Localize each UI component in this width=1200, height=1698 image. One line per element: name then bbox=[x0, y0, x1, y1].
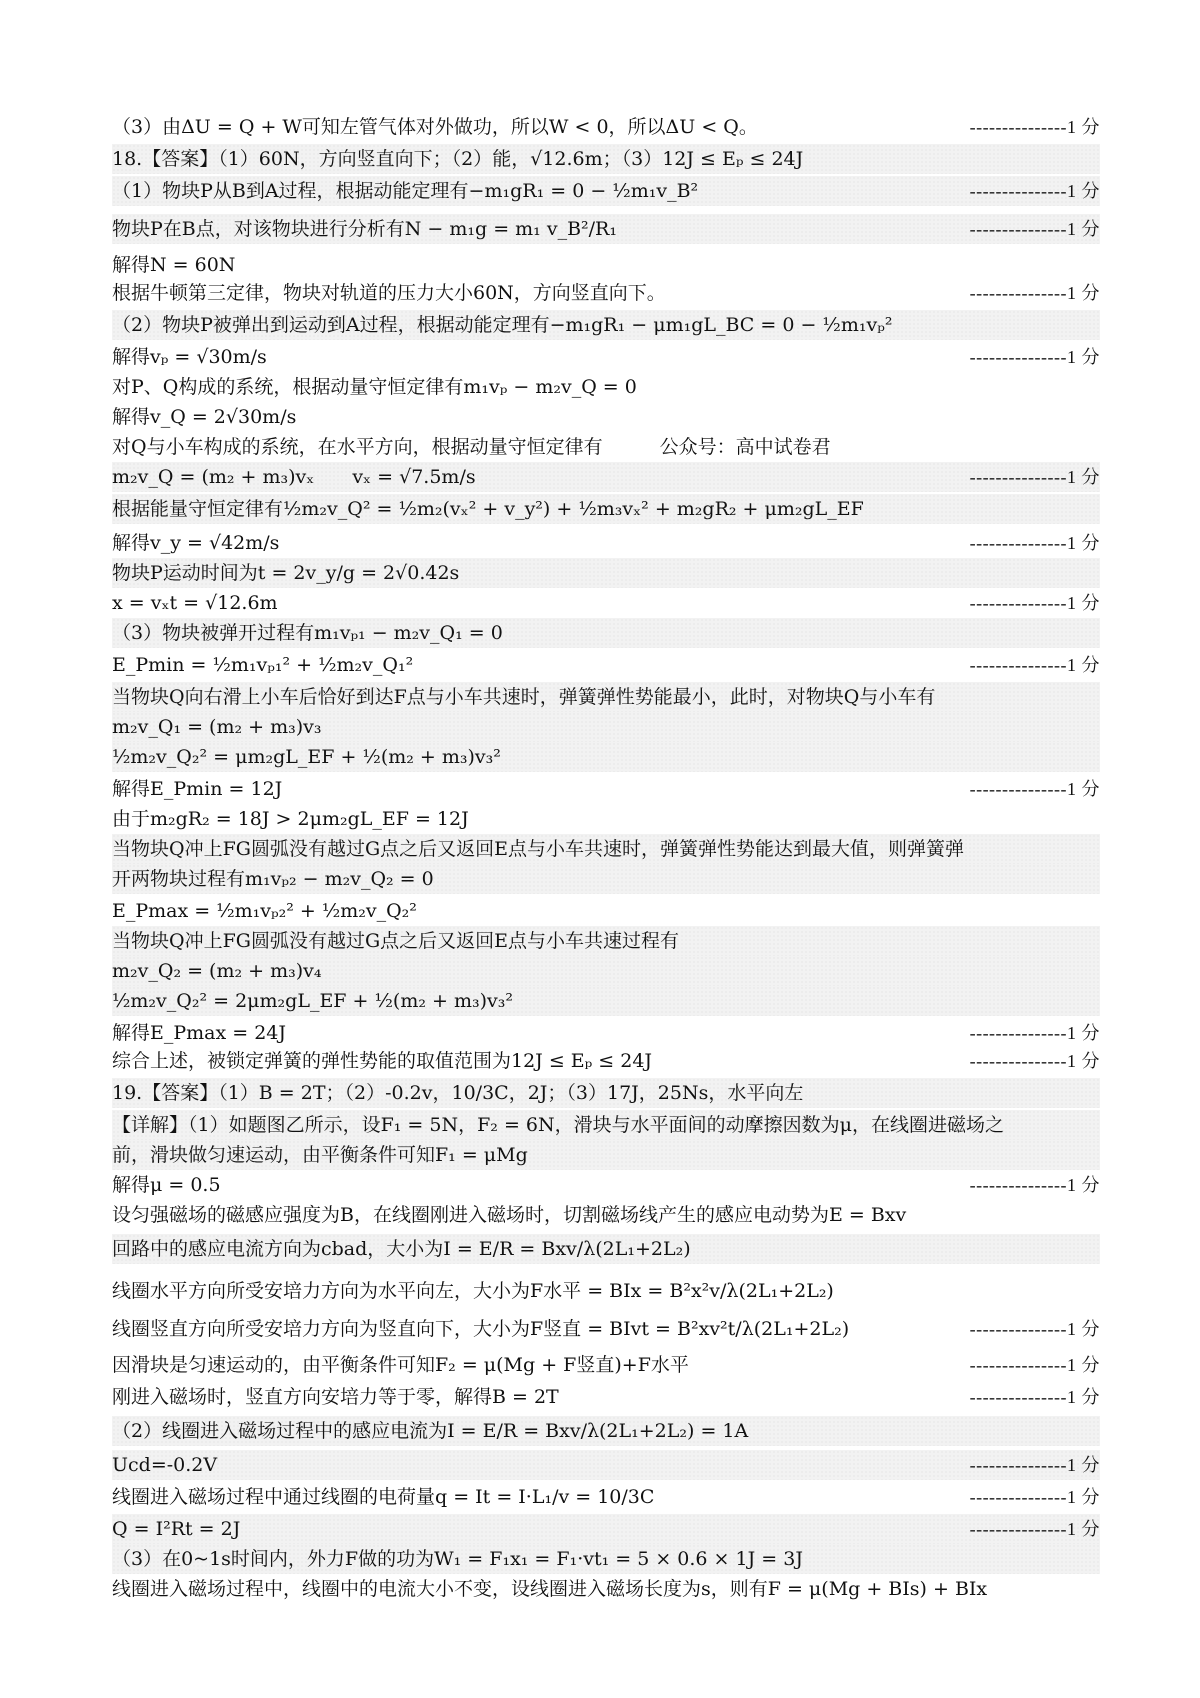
text-line bbox=[112, 804, 1100, 834]
line-text: 根据牛顿第三定律，物块对轨道的压力大小60N，方向竖直向下。 bbox=[112, 282, 666, 304]
line-text: 当物块Q向右滑上小车后恰好到达F点与小车共速时，弹簧弹性势能最小，此时，对物块Q与小车有 bbox=[112, 686, 936, 708]
line-text: m₂v_Q = (m₂ + m₃)vₓ vₓ = √7.5m/s bbox=[112, 466, 476, 488]
line-text: E_Pmin = ½m₁vₚ₁² + ½m₂v_Q₁² bbox=[112, 654, 414, 676]
text-line bbox=[112, 618, 1100, 648]
line-text: 刚进入磁场时，竖直方向安培力等于零，解得B = 2T bbox=[112, 1386, 559, 1408]
line-text: 当物块Q冲上FG圆弧没有越过G点之后又返回E点与小车共速过程有 bbox=[112, 930, 679, 952]
text-line bbox=[112, 1200, 1100, 1230]
line-text: 根据能量守恒定律有½m₂v_Q² = ½m₂(vₓ² + v_y²) + ½m₃vₓ² + m₂gR₂ + μm₂gL_EF bbox=[112, 498, 864, 520]
text-line bbox=[112, 1514, 1100, 1544]
score-mark: ---------------1 分 bbox=[969, 1355, 1100, 1375]
score-mark: ---------------1 分 bbox=[969, 779, 1100, 799]
score-mark: ---------------1 分 bbox=[969, 467, 1100, 487]
line-text: 开两物块过程有m₁vₚ₂ − m₂v_Q₂ = 0 bbox=[112, 868, 434, 890]
line-text: （3）在0~1s时间内，外力F做的功为W₁ = F₁x₁ = F₁·vt₁ = 5 × 0.6 × 1J = 3J bbox=[112, 1548, 803, 1570]
text-line bbox=[112, 588, 1100, 618]
text-line bbox=[112, 1482, 1100, 1512]
line-text: Ucd=-0.2V bbox=[112, 1454, 218, 1476]
line-text: 前，滑块做匀速运动，由平衡条件可知F₁ = μMg bbox=[112, 1144, 528, 1166]
score-mark: ---------------1 分 bbox=[969, 1455, 1100, 1475]
text-line bbox=[112, 432, 1100, 462]
text-line bbox=[112, 528, 1100, 558]
line-text: 19.【答案】（1）B = 2T；（2）-0.2v，10/3C，2J；（3）17J，25Ns，水平向左 bbox=[112, 1082, 804, 1104]
text-line bbox=[112, 1544, 1100, 1574]
text-line bbox=[112, 682, 1100, 712]
line-text: 回路中的感应电流方向为cbad，大小为I = E/R = Bxv/λ(2L₁+2L₂) bbox=[112, 1238, 691, 1260]
score-mark: ---------------1 分 bbox=[969, 1023, 1100, 1043]
line-text: E_Pmax = ½m₁vₚ₂² + ½m₂v_Q₂² bbox=[112, 900, 417, 922]
line-text: 解得v_Q = 2√30m/s bbox=[112, 406, 297, 428]
text-line bbox=[112, 1416, 1100, 1446]
line-text: 由于m₂gR₂ = 18J > 2μm₂gL_EF = 12J bbox=[112, 808, 469, 830]
text-line bbox=[112, 558, 1100, 588]
text-line bbox=[112, 1018, 1100, 1048]
line-text: 因滑块是匀速运动的，由平衡条件可知F₂ = μ(Mg + F竖直)+F水平 bbox=[112, 1354, 689, 1376]
line-text: （2）物块P被弹出到运动到A过程，根据动能定理有−m₁gR₁ − μm₁gL_BC = 0 − ½m₁vₚ² bbox=[112, 314, 893, 336]
score-mark: ---------------1 分 bbox=[969, 181, 1100, 201]
line-text: （2）线圈进入磁场过程中的感应电流为I = E/R = Bxv/λ(2L₁+2L₂) = 1A bbox=[112, 1420, 749, 1442]
text-line bbox=[112, 372, 1100, 402]
line-text: 线圈进入磁场过程中，线圈中的电流大小不变，设线圈进入磁场长度为s，则有F = μ(Mg + BIs) + BIx bbox=[112, 1578, 988, 1600]
text-line bbox=[112, 1350, 1100, 1380]
line-text: m₂v_Q₂ = (m₂ + m₃)v₄ bbox=[112, 960, 322, 982]
text-line bbox=[112, 1276, 1100, 1306]
score-mark: ---------------1 分 bbox=[969, 1175, 1100, 1195]
score-mark: ---------------1 分 bbox=[969, 593, 1100, 613]
line-text: 18.【答案】（1）60N，方向竖直向下；（2）能，√12.6m；（3）12J ≤ Eₚ ≤ 24J bbox=[112, 148, 804, 170]
text-line bbox=[112, 1382, 1100, 1412]
line-text: 当物块Q冲上FG圆弧没有越过G点之后又返回E点与小车共速时，弹簧弹性势能达到最大值，则弹簧弹 bbox=[112, 838, 964, 860]
text-line bbox=[112, 926, 1100, 956]
text-line bbox=[112, 956, 1100, 986]
text-line bbox=[112, 1450, 1100, 1480]
line-text: （3）由ΔU = Q + W可知左管气体对外做功，所以W < 0，所以ΔU < Q。 bbox=[112, 116, 758, 138]
text-line bbox=[112, 1046, 1100, 1076]
line-text: 物块P运动时间为t = 2v_y/g = 2√0.42s bbox=[112, 562, 460, 584]
line-text: 线圈进入磁场过程中通过线圈的电荷量q = It = I·L₁/v = 10/3C bbox=[112, 1486, 655, 1508]
text-line bbox=[112, 864, 1100, 894]
text-line bbox=[112, 214, 1100, 244]
text-line bbox=[112, 1078, 1100, 1108]
line-text: 解得μ = 0.5 bbox=[112, 1174, 221, 1196]
line-text: （3）物块被弹开过程有m₁vₚ₁ − m₂v_Q₁ = 0 bbox=[112, 622, 503, 644]
score-mark: ---------------1 分 bbox=[969, 1519, 1100, 1539]
line-text: 【详解】（1）如题图乙所示，设F₁ = 5N，F₂ = 6N，滑块与水平面间的动摩擦因数为μ，在线圈进磁场之 bbox=[112, 1114, 1004, 1136]
text-line bbox=[112, 310, 1100, 340]
line-text: 综合上述，被锁定弹簧的弹性势能的取值范围为12J ≤ Eₚ ≤ 24J bbox=[112, 1050, 653, 1072]
line-text: 解得vₚ = √30m/s bbox=[112, 346, 267, 368]
text-line bbox=[112, 176, 1100, 206]
line-text: 解得E_Pmax = 24J bbox=[112, 1022, 287, 1044]
text-line bbox=[112, 986, 1100, 1016]
line-text: （1）物块P从B到A过程，根据动能定理有−m₁gR₁ = 0 − ½m₁v_B² bbox=[112, 180, 699, 202]
line-text: ½m₂v_Q₂² = 2μm₂gL_EF + ½(m₂ + m₃)v₃² bbox=[112, 990, 513, 1012]
line-text: 线圈水平方向所受安培力方向为水平向左，大小为F水平 = BIx = B²x²v/λ(2L₁+2L₂) bbox=[112, 1280, 834, 1302]
text-line bbox=[112, 462, 1100, 492]
score-mark: ---------------1 分 bbox=[969, 533, 1100, 553]
text-line bbox=[112, 1110, 1100, 1140]
text-line bbox=[112, 834, 1100, 864]
text-line bbox=[112, 712, 1100, 742]
score-mark: ---------------1 分 bbox=[969, 219, 1100, 239]
line-text: ½m₂v_Q₂² = μm₂gL_EF + ½(m₂ + m₃)v₃² bbox=[112, 746, 501, 768]
score-mark: ---------------1 分 bbox=[969, 347, 1100, 367]
text-line bbox=[112, 250, 1100, 280]
score-mark: ---------------1 分 bbox=[969, 117, 1100, 137]
score-mark: ---------------1 分 bbox=[969, 655, 1100, 675]
line-text: 解得v_y = √42m/s bbox=[112, 532, 280, 554]
score-mark: ---------------1 分 bbox=[969, 1387, 1100, 1407]
text-line bbox=[112, 402, 1100, 432]
text-line bbox=[112, 144, 1100, 174]
text-line bbox=[112, 650, 1100, 680]
text-line bbox=[112, 896, 1100, 926]
text-line bbox=[112, 1140, 1100, 1170]
line-text: 物块P在B点，对该物块进行分析有N − m₁g = m₁ v_B²/R₁ bbox=[112, 218, 617, 240]
text-line bbox=[112, 742, 1100, 772]
line-text: 设匀强磁场的磁感应强度为B，在线圈刚进入磁场时，切割磁场线产生的感应电动势为E = Bxv bbox=[112, 1204, 907, 1226]
line-text: 解得E_Pmin = 12J bbox=[112, 778, 283, 800]
score-mark: ---------------1 分 bbox=[969, 283, 1100, 303]
score-mark: ---------------1 分 bbox=[969, 1051, 1100, 1071]
line-text: 线圈竖直方向所受安培力方向为竖直向下，大小为F竖直 = BIvt = B²xv²t/λ(2L₁+2L₂) bbox=[112, 1318, 850, 1340]
line-text: 对Q与小车构成的系统，在水平方向，根据动量守恒定律有 公众号：高中试卷君 bbox=[112, 436, 831, 458]
text-line bbox=[112, 1314, 1100, 1344]
line-text: m₂v_Q₁ = (m₂ + m₃)v₃ bbox=[112, 716, 322, 738]
score-mark: ---------------1 分 bbox=[969, 1319, 1100, 1339]
text-line bbox=[112, 774, 1100, 804]
line-text: Q = I²Rt = 2J bbox=[112, 1518, 241, 1540]
score-mark: ---------------1 分 bbox=[969, 1487, 1100, 1507]
text-line bbox=[112, 278, 1100, 308]
text-line bbox=[112, 342, 1100, 372]
line-text: x = vₓt = √12.6m bbox=[112, 592, 278, 614]
text-line bbox=[112, 112, 1100, 142]
text-line bbox=[112, 1574, 1100, 1604]
text-line bbox=[112, 494, 1100, 524]
line-text: 解得N = 60N bbox=[112, 254, 236, 276]
text-line bbox=[112, 1234, 1100, 1264]
line-text: 对P、Q构成的系统，根据动量守恒定律有m₁vₚ − m₂v_Q = 0 bbox=[112, 376, 637, 398]
text-line bbox=[112, 1170, 1100, 1200]
